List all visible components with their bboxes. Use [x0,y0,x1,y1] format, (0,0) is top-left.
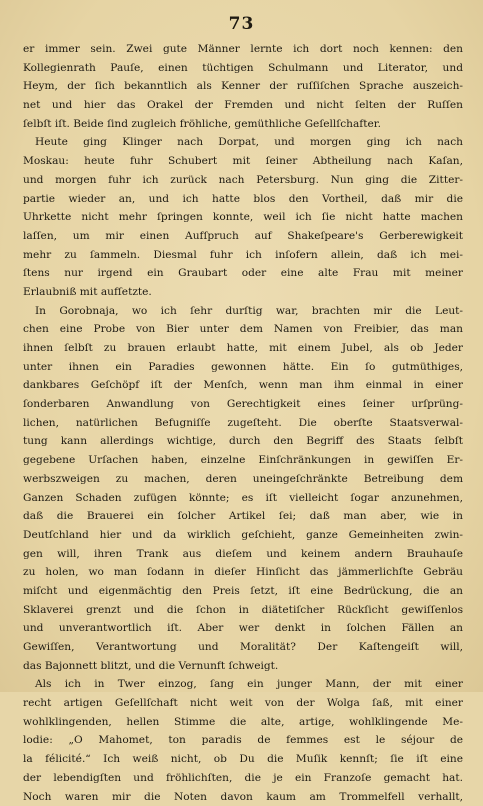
text-line: In Gorobnaja, wo ich ſehr durſtig war, brachten mir die Leut- [23,302,463,321]
text-line: chen eine Probe von Bier unter dem Namen von Freibier, das man [23,320,463,339]
text-line: ſonderbaren Anwandlung von Gerechtigkeit eines ſeiner urſprüng- [23,395,463,414]
text-line: lodie: „O Mahomet, ton paradis de femmes est le séjour de [23,731,463,750]
text-line: unter ihnen ein Paradies gewonnen hätte. Ein ſo gutmüthiges, [23,358,463,377]
text-line: gen will, ihren Trank aus dieſem und keinem andern Brauhauſe [23,545,463,564]
text-line: und unverantwortlich iſt. Aber wer denkt in ſolchen Fällen an [23,619,463,638]
text-line: miſcht und eigenmächtig den Preis ſetzt, iſt eine Bedrückung, die an [23,582,463,601]
page-number: 73 [0,14,483,34]
text-line: ſelbſt iſt. Beide ſind zugleich fröhliche, gemüthliche Geſellſchafter. [23,115,463,134]
text-line: ſtens nur irgend ein Graubart oder eine alte Frau mit meiner [23,264,463,283]
text-line: wohlklingenden, hellen Stimme die alte, artige, wohlklingende Me- [23,713,463,732]
text-line: und morgen fuhr ich zurück nach Petersburg. Nun ging die Zitter- [23,171,463,190]
text-line: laſſen, um mir einen Aufſpruch auf Shakeſpeare's Gerberewigkeit [23,227,463,246]
text-line: Kollegienrath Pauſe, einen tüchtigen Schulmann und Literator, und [23,59,463,78]
text-line: Heute ging Klinger nach Dorpat, und morgen ging ich nach [23,133,463,152]
text-line: recht artigen Geſellſchaft nicht weit von der Wolga ſaß, mit einer [23,694,463,713]
text-line: dankbares Geſchöpf iſt der Menſch, wenn man ihm einmal in einer [23,376,463,395]
text-line: lichen, natürlichen Befugniſſe zugeſteht. Die oberſte Staatsverwal- [23,414,463,433]
text-line: la félicité.“ Ich weiß nicht, ob Du die Muſik kennſt; ſie iſt eine [23,750,463,769]
text-line: zu holen, wo man ſodann in dieſer Hinſicht das jämmerlichſte Gebräu [23,563,463,582]
text-line: net und hier das Orakel der Fremden und nicht ſelten der Ruſſen [23,96,463,115]
text-line: er immer sein. Zwei gute Männer lernte ich dort noch kennen: den [23,40,463,59]
text-line: Gewiſſen, Verantwortung und Moralität? Der Kaſtengeiſt will, [23,638,463,657]
text-line: Heym, der ſich bekanntlich als Kenner der ruſſiſchen Sprache auszeich- [23,77,463,96]
body-text [23,40,463,806]
text-line: Noch waren mir die Noten davon kaum am Trommelfell verhallt, [23,788,463,806]
text-line: Als ich in Twer einzog, ſang ein junger Mann, der mit einer [23,675,463,694]
text-line: das Bajonnett blitzt, und die Vernunft ſchweigt. [23,657,463,676]
text-line: Moskau: heute fuhr Schubert mit ſeiner Abtheilung nach Kaſan, [23,152,463,171]
text-line: werbszweigen zu machen, deren uneingeſchränkte Betreibung dem [23,470,463,489]
text-line: der lebendigſten und fröhlichſten, die je ein Franzoſe gemacht hat. [23,769,463,788]
text-line: tung kann allerdings wichtige, durch den Begriff des Staats ſelbſt [23,432,463,451]
text-line: ihnen ſelbſt zu brauen erlaubt hatte, mit einem Jubel, als ob Jeder [23,339,463,358]
text-line: partie wieder an, und ich hatte blos den Vortheil, daß mir die [23,190,463,209]
text-line: Ganzen Schaden zufügen könnte; es iſt vielleicht ſogar anzunehmen, [23,489,463,508]
text-line: Sklaverei grenzt und die ſchon in diätetiſcher Rückſicht gewiſſenlos [23,601,463,620]
text-line: Erlaubniß mit aufſetzte. [23,283,463,302]
text-line: gegebene Urſachen haben, einzelne Einſchränkungen in gewiſſen Er- [23,451,463,470]
text-line: mehr zu ſammeln. Diesmal fuhr ich inſofern allein, daß ich mei- [23,246,463,265]
text-line: Uhrkette nicht mehr ſpringen konnte, weil ich ſie nicht hatte machen [23,208,463,227]
text-line: Deutſchland hier und da wirklich geſchieht, ganze Gemeinheiten zwin- [23,526,463,545]
text-line: daß die Brauerei ein ſolcher Artikel ſei; daß man aber, wie in [23,507,463,526]
